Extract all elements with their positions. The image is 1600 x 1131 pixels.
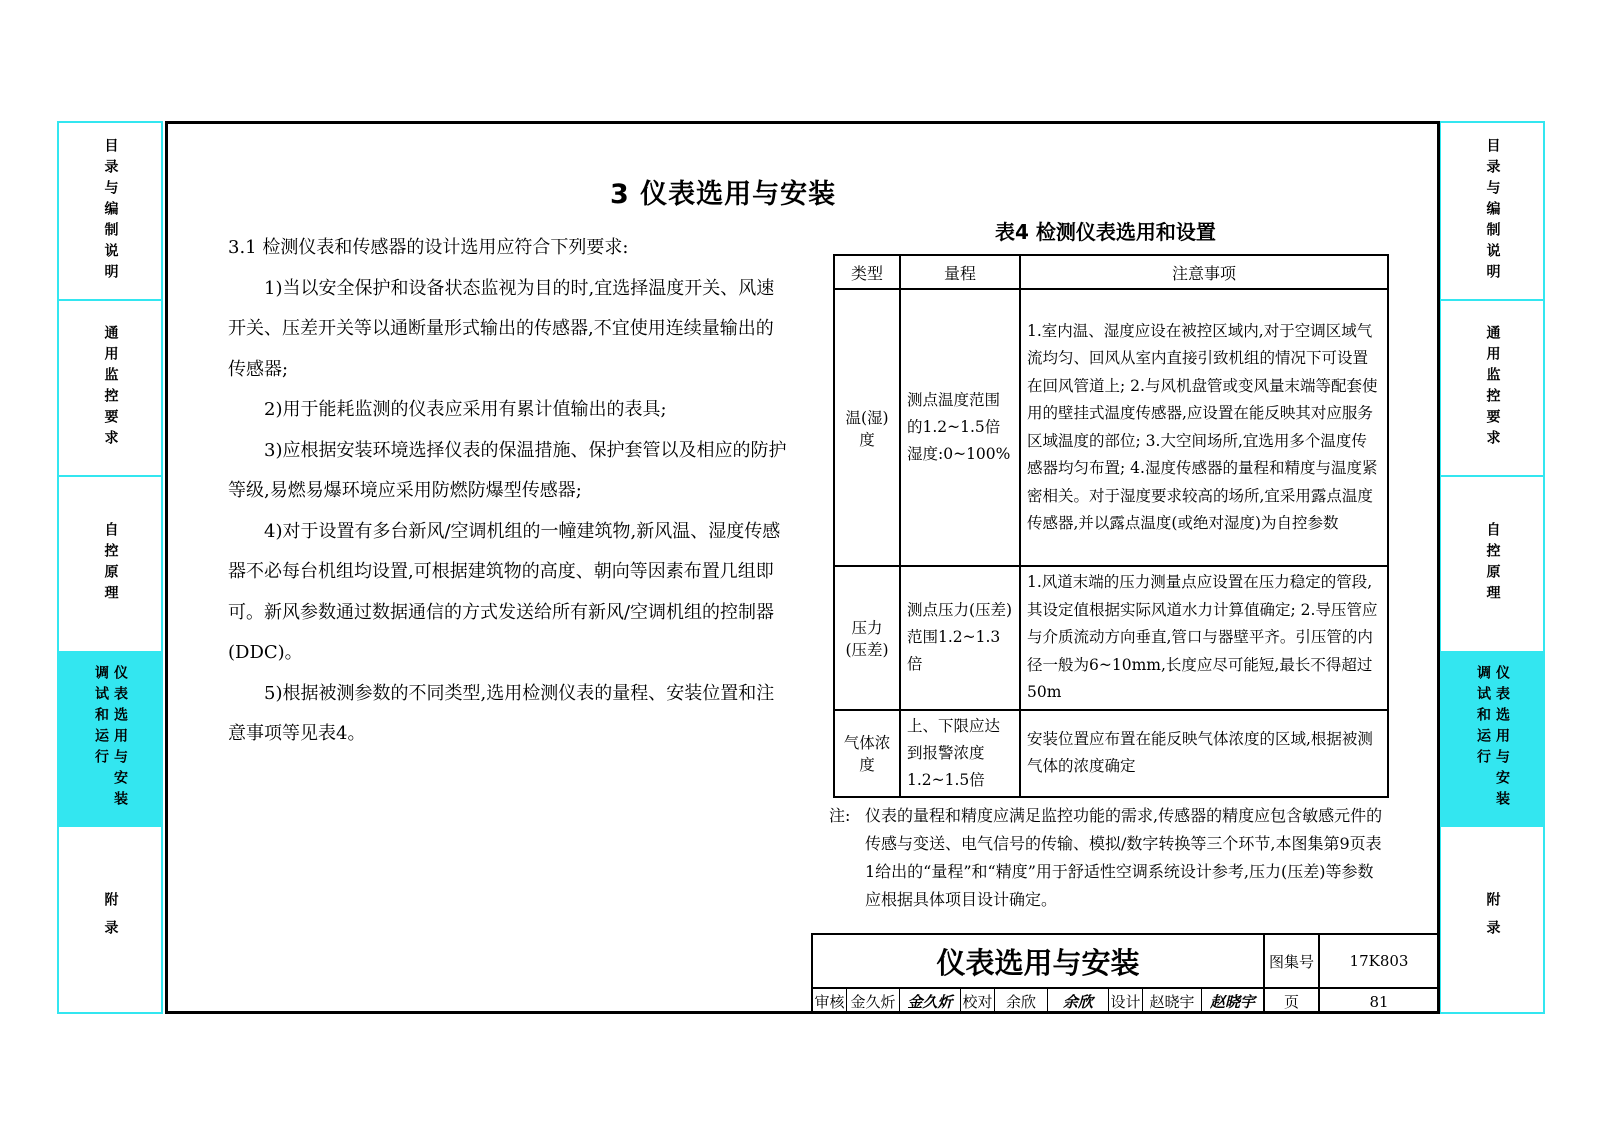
note-text: 仪表的量程和精度应满足监控功能的需求,传感器的精度应包含敏感元件的传感与变送、电气信号的传输、模拟/数字转换等三个环节,本图集第9页表1给出的“量程”和“精度”用于舒适性空调系统设计参考,压力(压差)等参数应根据具体项目设计确定。 (865, 806, 1383, 909)
table-row (834, 289, 1388, 566)
designer-name: 赵晓宇 (1143, 989, 1202, 1014)
page-label: 页 (1265, 989, 1320, 1014)
sidebar-tab-instrument-selection[interactable]: 仪表选用与安装调试和运行 (1441, 653, 1543, 827)
type-cell: 温(湿)度 (834, 289, 900, 566)
notes-cell: 1.风道末端的压力测量点应设置在压力稳定的管段,其设定值根据实际风道水力计算值确定; 2.导压管应与介质流动方向垂直,管口与器壁平齐。引压管的内径一般为6~10mm,长度应尽可能短,最长不得超过50m (1020, 566, 1388, 710)
atlas-label: 图集号 (1265, 935, 1320, 989)
checker-name: 余欣 (995, 989, 1048, 1014)
column-header: 类型 (834, 255, 900, 289)
left-sidebar (57, 121, 163, 1014)
notes-cell: 1.室内温、湿度应设在被控区域内,对于空调区域气流均匀、回风从室内直接引致机组的情况下可设置在回风管道上; 2.与风机盘管或变风量末端等配套使用的壁挂式温度传感器,应设置在能反映其对应服务区域温度的部位; 3.大空间场所,宜选用多个温度传感器均匀布置; 4.湿度传感器的量程和精度与温度紧密相关。对于湿度要求较高的场所,宜采用露点温度传感器,并以露点温度(或绝对湿度)为自控参数 (1020, 289, 1388, 566)
reviewer-name: 金久炘 (847, 989, 900, 1014)
page-number: 81 (1320, 989, 1440, 1014)
requirement-item: 5)根据被测参数的不同类型,选用检测仪表的量程、安装位置和注意事项等见表4。 (228, 682, 775, 744)
type-cell: 气体浓度 (834, 710, 900, 797)
requirement-item: 3)应根据安装环境选择仪表的保温措施、保护套管以及相应的防护等级,易燃易爆环境应采用防燃防爆型传感器; (228, 439, 787, 501)
signature-row (813, 989, 1265, 1014)
section-body (228, 228, 788, 755)
page-title: 3 仪表选用与安装 (610, 179, 837, 210)
column-header: 量程 (900, 255, 1020, 289)
note-lead: 注: (829, 806, 851, 825)
table-header-row (834, 255, 1388, 289)
table-row (834, 566, 1388, 710)
right-sidebar (1439, 121, 1545, 1014)
table-note (829, 802, 1389, 914)
reviewer-signature: 金久炘 (900, 989, 961, 1014)
checker-signature: 余欣 (1048, 989, 1109, 1014)
range-cell: 测点温度范围的1.2~1.5倍 湿度:0~100% (900, 289, 1020, 566)
table-row (834, 710, 1388, 797)
notes-cell: 安装位置应布置在能反映气体浓度的区域,根据被测气体的浓度确定 (1020, 710, 1388, 797)
sidebar-tab-general-requirements[interactable]: 通用监控要求 (59, 301, 161, 477)
sidebar-tab-general-requirements[interactable]: 通用监控要求 (1441, 301, 1543, 477)
requirement-item: 2)用于能耗监测的仪表应采用有累计值输出的表具; (264, 399, 667, 420)
sidebar-tab-control-principle[interactable]: 自控原理 (59, 477, 161, 653)
sidebar-tab-appendix[interactable]: 附录 (102, 891, 119, 948)
table-title: 表4 检测仪表选用和设置 (995, 220, 1216, 244)
range-cell: 上、下限应达到报警浓度1.2~1.5倍 (900, 710, 1020, 797)
instrument-table (833, 254, 1389, 798)
requirement-item: 1)当以安全保护和设备状态监视为目的时,宜选择温度开关、风速开关、压差开关等以通断量形式输出的传感器,不宜使用连续量输出的传感器; (228, 277, 775, 380)
check-label: 校对 (961, 989, 995, 1014)
sidebar-tab-contents[interactable]: 目录与编制说明 (59, 123, 161, 301)
designer-signature: 赵晓宇 (1209, 993, 1255, 1011)
atlas-number: 17K803 (1320, 935, 1440, 989)
review-label: 审核 (813, 989, 847, 1014)
design-label: 设计 (1109, 989, 1143, 1014)
sidebar-tab-instrument-selection[interactable]: 仪表选用与安装调试和运行 (59, 653, 161, 827)
sidebar-tab-control-principle[interactable]: 自控原理 (1441, 477, 1543, 653)
sidebar-tab-contents[interactable]: 目录与编制说明 (1441, 123, 1543, 301)
title-block (811, 933, 1440, 1014)
range-cell: 测点压力(压差)范围1.2~1.3倍 (900, 566, 1020, 710)
type-cell: 压力(压差) (834, 566, 900, 710)
sidebar-tab-appendix[interactable]: 附录 (1484, 891, 1501, 948)
section-heading: 3.1 检测仪表和传感器的设计选用应符合下列要求: (228, 237, 629, 258)
requirement-item: 4)对于设置有多台新风/空调机组的一幢建筑物,新风温、湿度传感器不必每台机组均设置,可根据建筑物的高度、朝向等因素布置几组即可。新风参数通过数据通信的方式发送给所有新风/空调机组的控制器(DDC)。 (228, 520, 781, 663)
drawing-title: 仪表选用与安装 (813, 935, 1265, 989)
column-header: 注意事项 (1020, 255, 1388, 289)
